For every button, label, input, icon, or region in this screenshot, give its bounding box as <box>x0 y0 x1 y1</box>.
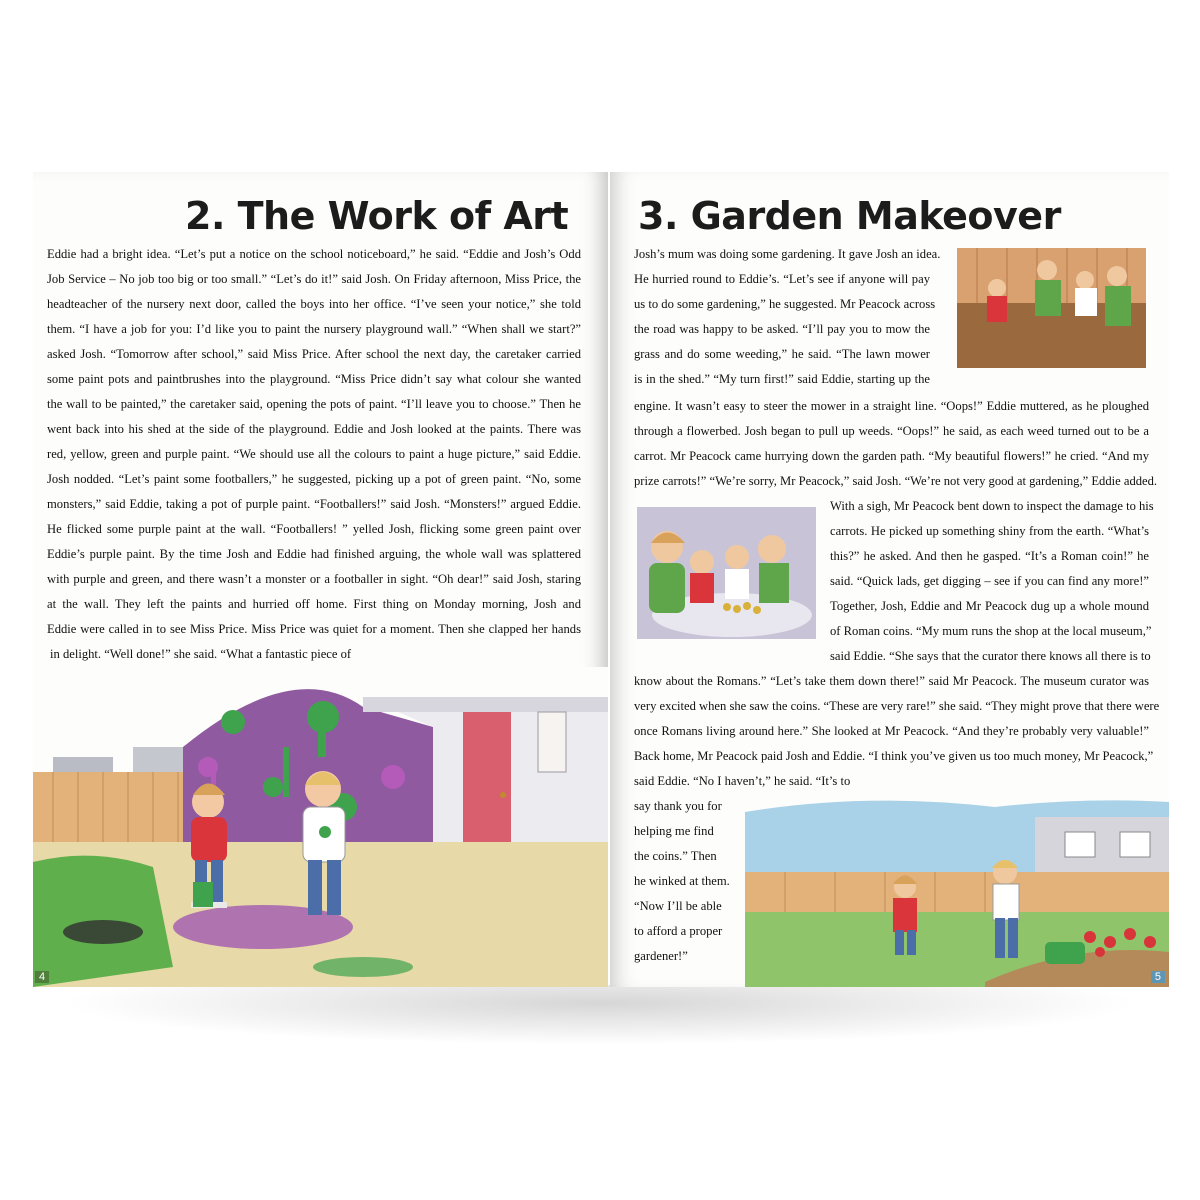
text-line: engine. It wasn’t easy to steer the mower in a straight line. “Oops!” Eddie muttered, as he ploughed <box>634 399 1149 413</box>
text-line: the road was happy to be asked. “I’ll pay you to mow the <box>634 322 930 336</box>
text-line: once Romans living around here.” She looked at Mr Peacock. “And they’re probably very valuable!” <box>634 724 1149 738</box>
text-line: prize carrots!” “We’re sorry, Mr Peacock,” said Josh. “We’re not very good at gardening,” Eddie added. <box>634 474 1158 488</box>
text-line: grass and do some weeding,” he said. “The lawn mower <box>634 347 930 361</box>
text-line: very excited when she saw the coins. “These are very rare!” she said. “They might prove that there were <box>634 699 1160 713</box>
text-line: know about the Romans.” “Let’s take them down there!” said Mr Peacock. The museum curator was <box>634 674 1149 688</box>
text-line: red, yellow, green and purple paint. “We should use all the colours to paint a huge picture,” said Eddie. <box>47 447 581 461</box>
text-line: at the wall. They left the paints and hurried off home. First thing on Monday morning, Josh and <box>47 597 581 611</box>
text-line: gardener!” <box>634 949 688 963</box>
coins-illustration <box>637 507 816 639</box>
text-line: he winked at them. <box>634 874 730 888</box>
text-line: carrots. He picked up something shiny from the earth. “What’s <box>830 524 1149 538</box>
painted-wall-illustration <box>33 667 608 987</box>
text-line: “Now I’ll be able <box>634 899 722 913</box>
text-line: went back into his shed at the side of the playground. Eddie and Josh looked at the paints. There was <box>47 422 581 436</box>
text-line: us to do some gardening,” he suggested. Mr Peacock across <box>634 297 936 311</box>
text-line: helping me find <box>634 824 714 838</box>
text-line: asked Josh. “Tomorrow after school,” said Miss Price. After school the next day, the caretaker carried <box>47 347 581 361</box>
page-number: 5 <box>1151 971 1165 983</box>
text-line: said. “Quick lads, get digging – see if you can find any more!” <box>830 574 1149 588</box>
lawn-mowing-illustration <box>745 792 1169 987</box>
text-line: carrot. Mr Peacock came hurrying down the garden path. “My beautiful flowers!” he cried. “And my <box>634 449 1149 463</box>
text-line: through a flowerbed. Josh began to pull up weeds. “Oops!” he said, as each weed turned out to be a <box>634 424 1149 438</box>
story-text-block <box>830 494 1154 669</box>
text-line: monsters,” said Eddie, taking a pot of purple paint. “Footballers!” said Josh. “Monsters!” argued Eddie. <box>47 497 581 511</box>
text-line: Together, Josh, Eddie and Mr Peacock dug up a whole mound <box>830 599 1149 613</box>
page-number: 4 <box>35 971 49 983</box>
text-line: He hurried round to Eddie’s. “Let’s see if anyone will pay <box>634 272 930 286</box>
text-line: say thank you for <box>634 799 722 813</box>
text-line: Job Service – No job too big or too small.” “Let’s do it!” said Josh. On Friday afternoon, Miss Price, the <box>47 272 581 286</box>
text-line: Eddie were called in to see Miss Price. Miss Price was quiet for a moment. Then she clapped her hands <box>47 622 581 636</box>
story-text-short-block <box>634 794 744 969</box>
text-line: this?” he asked. And then he gasped. “It’s a Roman coin!” he <box>830 549 1149 563</box>
text-line: to afford a proper <box>634 924 723 938</box>
text-line: said Eddie. “No I haven’t,” he said. “It’s to <box>634 774 851 788</box>
text-line: Josh nodded. “Let’s paint some footballers,” he suggested, picking up a pot of green paint. “No, some <box>47 472 581 486</box>
text-line: some paint pots and paintbrushes into the playground. “Miss Price didn’t say what colour she wanted <box>47 372 581 386</box>
text-line: With a sigh, Mr Peacock bent down to inspect the damage to his <box>830 499 1154 513</box>
text-line: them. “I have a job for you: I’d like you to paint the nursery playground wall.” “When shall we start?” <box>47 322 581 336</box>
text-line: Back home, Mr Peacock paid Josh and Eddie. “I think you’ve given us too much money, Mr Peacock,” <box>634 749 1154 763</box>
text-line: said Eddie. “She says that the curator there knows all there is to <box>830 649 1151 663</box>
text-line: in delight. “Well done!” she said. “What a fantastic piece of <box>50 647 352 661</box>
page-title: 3. Garden Makeover <box>638 194 1061 238</box>
text-line: with purple and green, and there wasn’t a monster or a footballer in sight. “Oh dear!” said Josh, staring <box>47 572 581 586</box>
book-shadow <box>60 985 1140 1045</box>
page-title: 2. The Work of Art <box>185 194 569 238</box>
text-line: the coins.” Then <box>634 849 717 863</box>
text-line: Eddie’s purple paint. By the time Josh and Eddie had finished arguing, the whole wall was splattered <box>47 547 581 561</box>
text-line: headteacher of the nursery next door, called the boys into her office. “I’ve seen your notice,” she told <box>47 297 581 311</box>
text-line: Eddie had a bright idea. “Let’s put a notice on the school noticeboard,” he said. “Eddie and Josh’s Odd <box>47 247 581 261</box>
right-page <box>610 172 1169 987</box>
text-line: of Roman coins. “My mum runs the shop at the local museum,” <box>830 624 1152 638</box>
text-line: is in the shed.” “My turn first!” said Eddie, starting up the <box>634 372 930 386</box>
text-line: the wall to be painted,” the caretaker said, opening the pots of paint. “I’ll leave you to choose.” Then he <box>47 397 581 411</box>
story-text-block <box>47 242 581 642</box>
story-text-block <box>634 394 1158 494</box>
text-line: Josh’s mum was doing some gardening. It gave Josh an idea. <box>634 247 941 261</box>
story-text-block <box>634 669 1160 769</box>
left-page <box>33 172 608 987</box>
gardening-illustration <box>957 248 1146 368</box>
story-text-block <box>634 242 941 392</box>
text-line: He flicked some purple paint at the wall. “Footballers! ” yelled Josh, flicking some green paint over <box>47 522 581 536</box>
